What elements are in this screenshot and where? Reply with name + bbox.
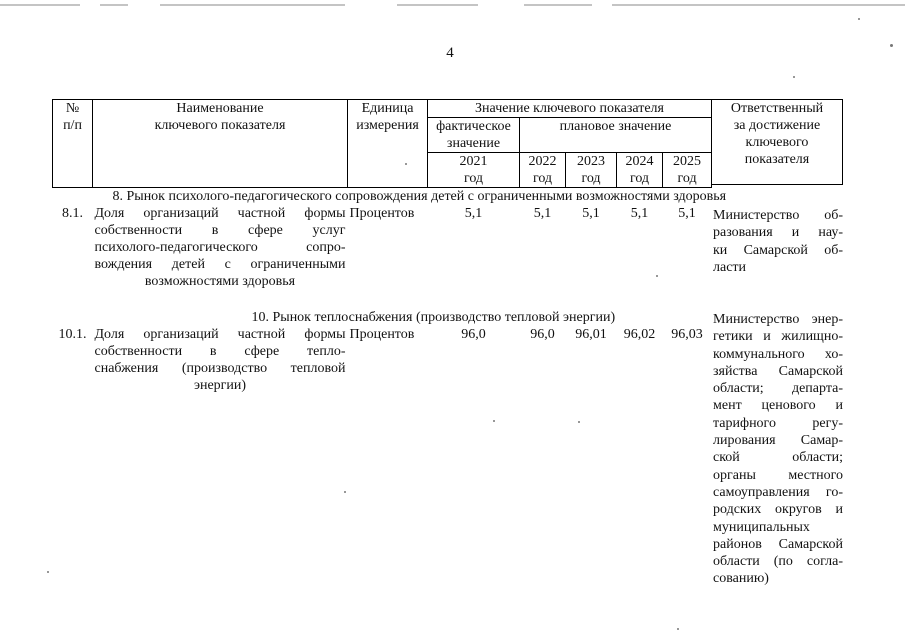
scan-speck [578, 421, 580, 423]
value-2025: 96,03 [671, 327, 703, 342]
value-2024: 5,1 [630, 206, 649, 221]
scan-speck [890, 44, 893, 47]
header-year-2024: 2024 год [617, 153, 663, 188]
scan-speck [493, 420, 495, 422]
value-2022: 5,1 [533, 206, 552, 221]
header-num-empty [53, 153, 93, 188]
header-year-2023: 2023 год [566, 153, 617, 188]
header-unit-empty [348, 153, 428, 188]
value-2025: 5,1 [678, 206, 696, 221]
header-year-2025: 2025 год [663, 153, 712, 188]
header-col-num: № п/п [53, 100, 93, 153]
indicator-name: Доля организаций частной формы собственности в сфере тепло- снабжения (производство тепловой энергии) [94, 327, 346, 393]
scan-speck [656, 275, 658, 277]
page-number: 4 [446, 45, 454, 61]
header-year-2021: 2021 год [428, 153, 520, 188]
value-2021: 96,0 [461, 327, 486, 342]
header-col-responsible: Ответственный за достижение ключевого показателя [712, 99, 843, 185]
row-number: 10.1. [58, 327, 87, 342]
row-number: 8.1. [62, 206, 83, 221]
value-2023: 96,01 [575, 327, 607, 342]
value-2024: 96,02 [623, 327, 656, 342]
scan-speck [405, 163, 407, 165]
header-planned: плановое значение [520, 118, 712, 153]
header-year-2022: 2022 год [520, 153, 566, 188]
scan-speck [344, 491, 346, 493]
responsible-10-1: Министерство энер- гетики и жилищно- коммунального хо- зяйства Самарской области; департа- мент ценового и тарифного регу- лирования Самар- ской области; органы местного самоуправления го- родских округов и муниципальных районов Самарской области (по согла- сованию) [713, 312, 843, 587]
value-2021: 5,1 [464, 206, 483, 221]
scan-speck [858, 18, 860, 20]
key-indicators-table [52, 99, 727, 406]
header-name-empty [93, 153, 348, 188]
section-title-8: 8. Рынок психолого-педагогического сопровождения детей с ограниченными возможностями здоровья [112, 189, 727, 204]
responsible-8-1: Министерство об- разования и нау- ки Самарской об- ласти [713, 208, 843, 275]
value-2023: 5,1 [582, 206, 600, 221]
header-actual: фактическое значение [428, 118, 520, 153]
scan-edge-lines [0, 0, 905, 10]
value-2022: 96,0 [530, 327, 555, 342]
unit-value: Процентов [349, 206, 415, 221]
header-col-unit: Единица измерения [348, 100, 428, 153]
header-col-name: Наименование ключевого показателя [93, 100, 348, 153]
scan-speck [793, 76, 795, 78]
scan-speck [47, 571, 49, 573]
header-value-group: Значение ключевого показателя [428, 100, 712, 118]
scan-speck [677, 628, 679, 630]
unit-value: Процентов [349, 327, 415, 342]
section-title-10: 10. Рынок теплоснабжения (производство тепловой энергии) [251, 310, 616, 325]
indicator-name: Доля организаций частной формы собственности в сфере услуг психолого-педагогического сопро- вождения детей с ограниченными возможностями здоровья [94, 206, 346, 289]
